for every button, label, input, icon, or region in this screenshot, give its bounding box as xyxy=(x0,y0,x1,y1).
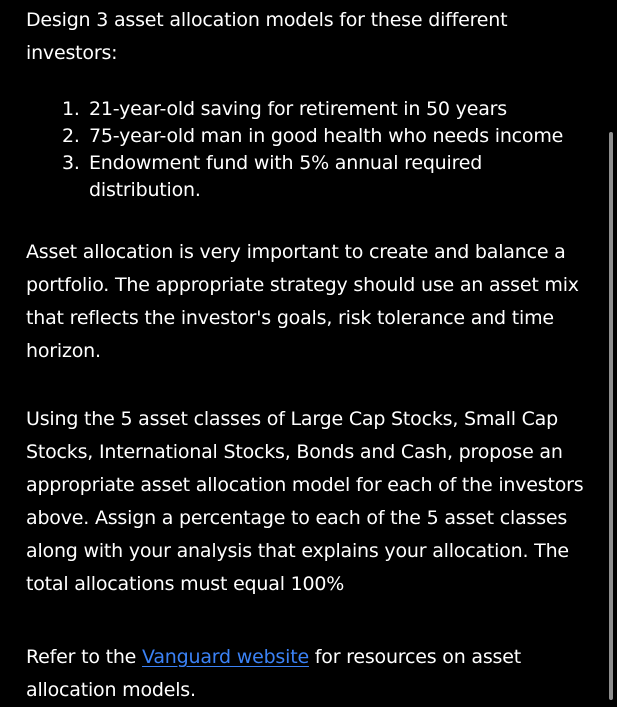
reference-suffix: for resources on asset allocation models. xyxy=(26,646,521,701)
list-item-number: 2. xyxy=(62,125,80,147)
list-item-text: 75-year-old man in good health who needs income xyxy=(89,125,564,147)
spacer xyxy=(26,368,598,403)
list-item-number: 1. xyxy=(62,98,80,120)
vertical-scrollbar[interactable] xyxy=(609,132,613,700)
importance-paragraph: Asset allocation is very important to create and balance a portfolio. The appropriate strategy should use an asset mix that reflects the investor's goals, risk tolerance and time horizon. xyxy=(26,241,579,362)
spacer xyxy=(26,204,598,236)
intro-text: Design 3 asset allocation models for these different investors: xyxy=(26,9,508,64)
vanguard-website-link[interactable]: Vanguard website xyxy=(142,646,309,668)
list-item xyxy=(62,123,598,150)
spacer xyxy=(26,601,598,641)
instructions-paragraph: Using the 5 asset classes of Large Cap Stocks, Small Cap Stocks, International Stocks, Bonds and Cash, propose an appropriate asset allocation model for each of the investors above. Assign a percentage to each of the 5 asset classes along with your analysis that explains your allocation. The total allocations must equal 100% xyxy=(26,408,584,595)
list-item-number: 3. xyxy=(62,152,80,174)
investor-list xyxy=(26,96,598,204)
list-item-text: Endowment fund with 5% annual required distribution. xyxy=(89,152,483,201)
reference-prefix: Refer to the xyxy=(26,646,143,668)
reference-paragraph xyxy=(26,641,598,707)
list-item xyxy=(62,150,598,204)
question-content xyxy=(26,4,598,707)
list-item xyxy=(62,96,598,123)
list-item-text: 21-year-old saving for retirement in 50 years xyxy=(89,98,507,120)
